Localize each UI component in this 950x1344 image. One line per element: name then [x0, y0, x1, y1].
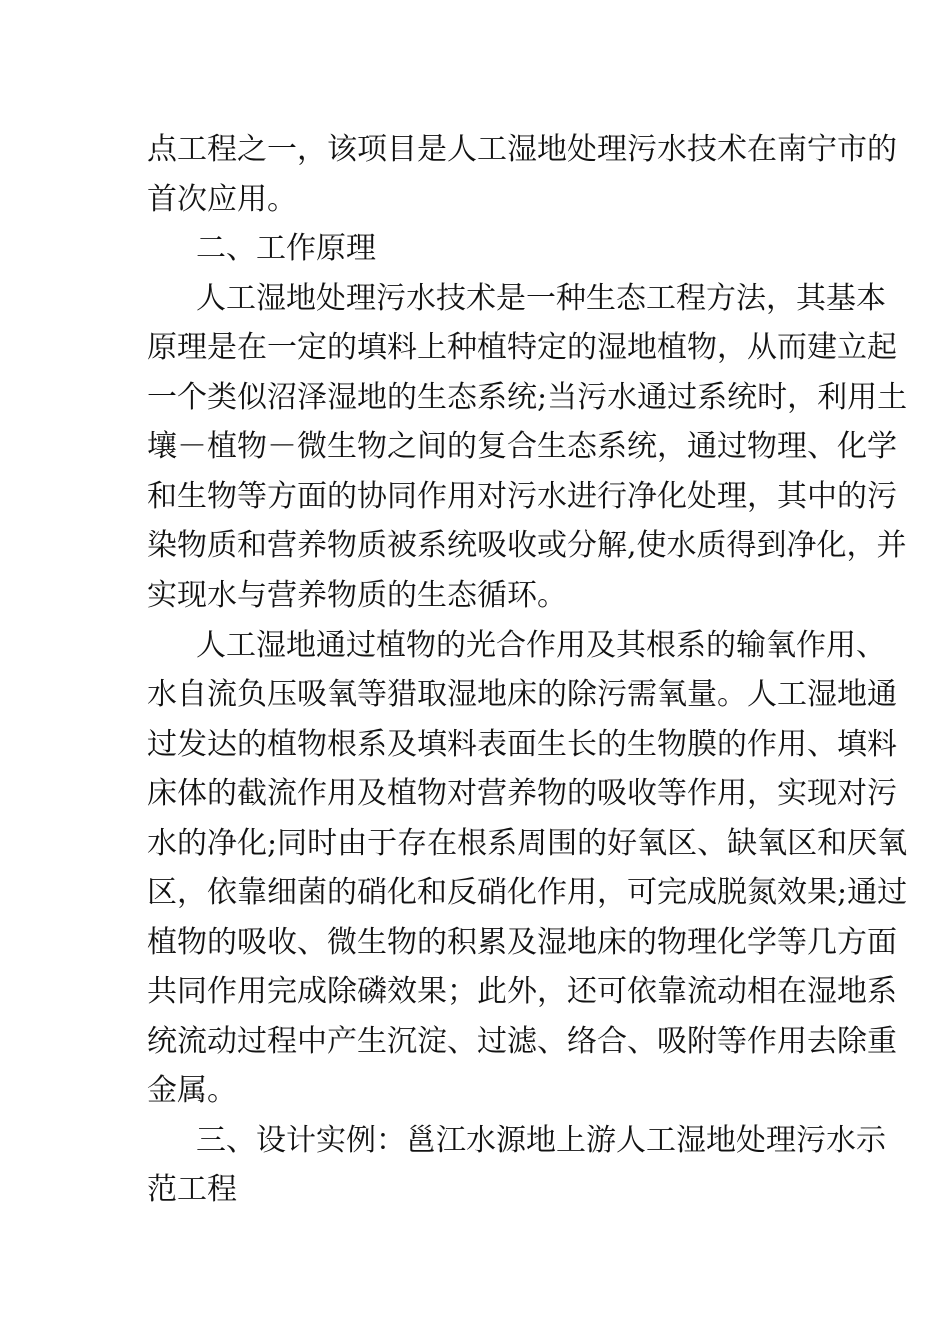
body-text-line: 植物的吸收、微生物的积累及湿地床的物理化学等几方面 — [147, 925, 897, 960]
body-text-line: 床体的截流作用及植物对营养物的吸收等作用，实现对污 — [147, 776, 897, 811]
body-text-line: 金属。 — [147, 1073, 237, 1108]
section-heading-3: 三、设计实例：邕江水源地上游人工湿地处理污水示 — [196, 1123, 886, 1158]
body-text-line: 首次应用。 — [147, 182, 297, 217]
body-text-line: 水的净化;同时由于存在根系周围的好氧区、缺氧区和厌氧 — [147, 826, 908, 861]
body-text-line: 和生物等方面的协同作用对污水进行净化处理，其中的污 — [147, 479, 897, 514]
body-text-line: 区，依靠细菌的硝化和反硝化作用，可完成脱氮效果;通过 — [147, 875, 908, 910]
body-text-line: 实现水与营养物质的生态循环。 — [147, 578, 567, 613]
body-text-line: 人工湿地处理污水技术是一种生态工程方法，其基本 — [196, 281, 886, 316]
body-text-line: 水自流负压吸氧等猎取湿地床的除污需氧量。人工湿地通 — [147, 677, 897, 712]
body-text-line: 壤－植物－微生物之间的复合生态系统，通过物理、化学 — [147, 429, 897, 464]
body-text-line: 染物质和营养物质被系统吸收或分解,使水质得到净化，并 — [147, 528, 907, 563]
body-text-line: 共同作用完成除磷效果；此外，还可依靠流动相在湿地系 — [147, 974, 897, 1009]
body-text-line: 一个类似沼泽湿地的生态系统;当污水通过系统时，利用土 — [147, 380, 908, 415]
body-text-line: 范工程 — [147, 1172, 237, 1207]
body-text-line: 统流动过程中产生沉淀、过滤、络合、吸附等作用去除重 — [147, 1024, 897, 1059]
body-text-line: 过发达的植物根系及填料表面生长的生物膜的作用、填料 — [147, 727, 897, 762]
body-text-line: 原理是在一定的填料上种植特定的湿地植物，从而建立起 — [147, 330, 897, 365]
body-text-line: 点工程之一，该项目是人工湿地处理污水技术在南宁市的 — [147, 132, 897, 167]
body-text-line: 人工湿地通过植物的光合作用及其根系的输氧作用、 — [196, 628, 886, 663]
section-heading-2: 二、工作原理 — [196, 231, 376, 266]
